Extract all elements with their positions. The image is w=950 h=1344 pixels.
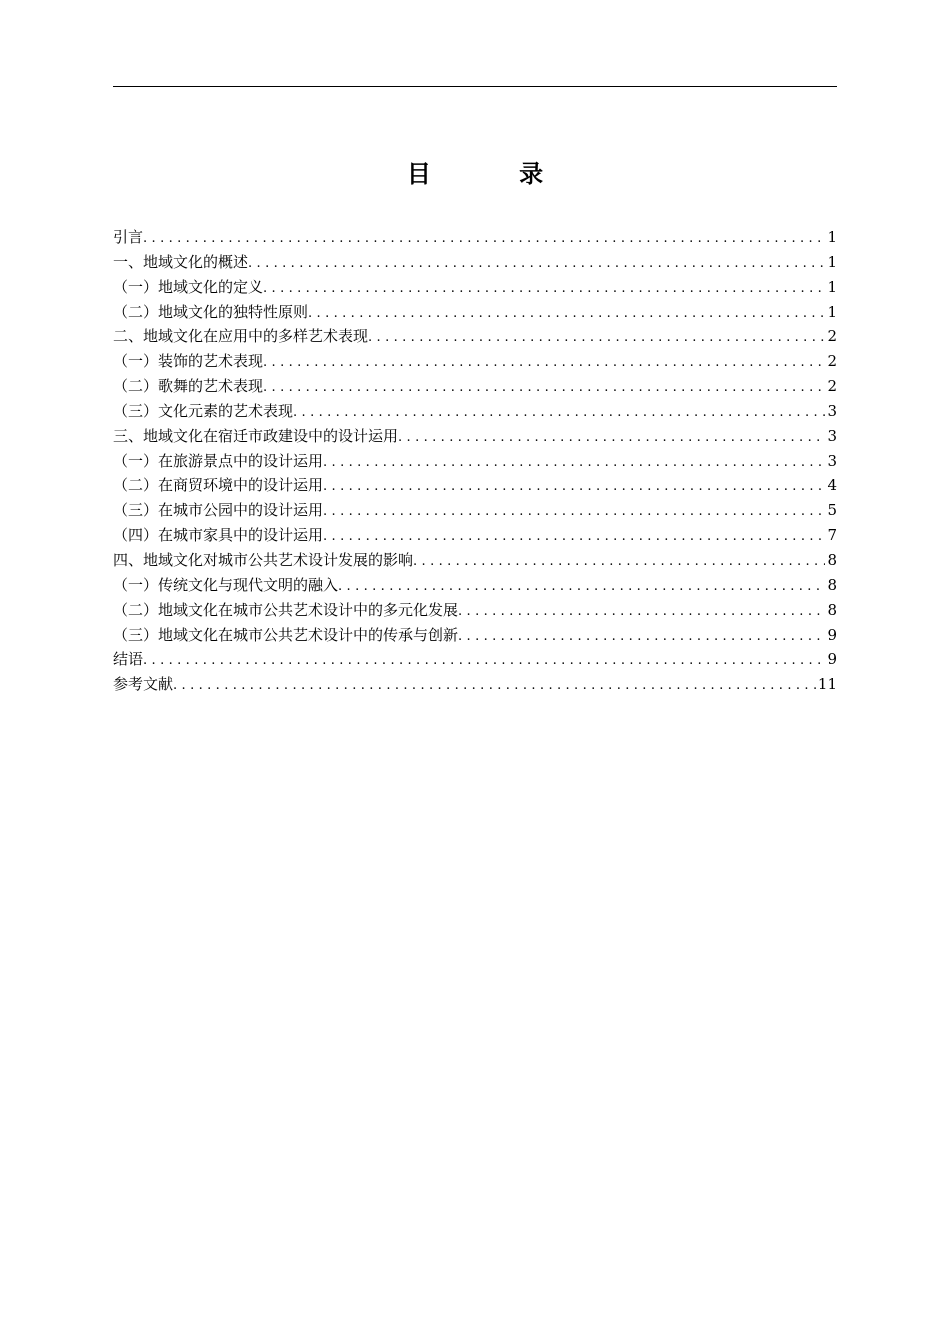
toc-leader	[323, 500, 825, 525]
toc-leader	[143, 227, 825, 252]
toc-entry-page: 9	[827, 650, 837, 669]
toc-entry-page: 7	[827, 526, 837, 545]
toc-entry[interactable]	[113, 250, 837, 275]
toc-entry-page: 11	[817, 675, 837, 694]
toc-leader	[173, 674, 816, 699]
toc-entry[interactable]	[113, 548, 837, 573]
toc-leader	[263, 376, 825, 401]
toc-entry-text: 引言	[113, 228, 144, 246]
toc-entry-text: （一）在旅游景点中的设计运用	[113, 451, 324, 470]
toc-leader	[323, 475, 825, 500]
toc-entry[interactable]	[113, 424, 837, 449]
toc-entry-text: 四、地域文化对城市公共艺术设计发展的影响	[113, 550, 414, 569]
toc-leader	[413, 550, 825, 575]
toc-entry[interactable]	[113, 324, 837, 349]
toc-entry[interactable]	[113, 349, 837, 374]
toc-leader	[338, 575, 825, 600]
toc-entry-page: 1	[827, 277, 837, 296]
toc-entry-page: 2	[827, 352, 837, 371]
toc-leader	[323, 451, 825, 476]
toc-entry-text: （一）地域文化的定义	[113, 277, 264, 296]
toc-entry-page: 3	[827, 401, 837, 420]
toc-entry-text: （四）在城市家具中的设计运用	[113, 526, 324, 545]
toc-leader	[368, 326, 825, 351]
toc-entry-page: 3	[827, 426, 837, 445]
table-of-contents	[113, 225, 837, 697]
toc-entry[interactable]	[113, 498, 837, 523]
toc-entry-text: （一）传统文化与现代文明的融入	[113, 575, 339, 594]
toc-entry-page: 8	[827, 550, 837, 569]
toc-entry-text: （三）文化元素的艺术表现	[113, 401, 294, 420]
toc-entry[interactable]	[113, 449, 837, 474]
toc-entry-text: 三、地域文化在宿迁市政建设中的设计运用	[113, 426, 399, 445]
toc-entry[interactable]	[113, 300, 837, 325]
toc-entry[interactable]	[113, 275, 837, 300]
toc-entry-page: 9	[827, 625, 837, 644]
toc-entry[interactable]	[113, 647, 837, 672]
toc-entry[interactable]	[113, 573, 837, 598]
toc-entry-page: 1	[827, 228, 837, 246]
toc-entry-text: 二、地域文化在应用中的多样艺术表现	[113, 327, 369, 346]
toc-entry-page: 8	[827, 600, 837, 619]
toc-leader	[323, 525, 825, 550]
toc-entry-text: 参考文献	[113, 675, 174, 694]
toc-entry-text: （二）地域文化在城市公共艺术设计中的多元化发展	[113, 600, 459, 619]
toc-entry-text: （二）在商贸环境中的设计运用	[113, 476, 324, 495]
toc-entry[interactable]	[113, 399, 837, 424]
toc-entry[interactable]	[113, 374, 837, 399]
toc-entry-page: 5	[827, 501, 837, 520]
header-rule	[113, 86, 837, 87]
toc-entry-text: 结语	[113, 650, 144, 669]
toc-entry-page: 3	[827, 451, 837, 470]
toc-entry-text: 一、地域文化的概述	[113, 252, 249, 271]
toc-leader	[293, 401, 825, 426]
toc-entry-page: 1	[827, 252, 837, 271]
toc-entry-page: 8	[827, 575, 837, 594]
toc-entry-page: 2	[827, 377, 837, 396]
toc-entry[interactable]	[113, 672, 837, 697]
toc-leader	[458, 625, 825, 650]
toc-leader	[398, 426, 825, 451]
toc-leader	[308, 302, 825, 327]
toc-entry-text: （一）装饰的艺术表现	[113, 352, 264, 371]
toc-entry[interactable]	[113, 523, 837, 548]
toc-entry-text: （三）地域文化在城市公共艺术设计中的传承与创新	[113, 625, 459, 644]
toc-leader	[248, 252, 825, 277]
toc-entry-page: 1	[827, 302, 837, 321]
toc-entry-page: 2	[827, 327, 837, 346]
toc-entry[interactable]	[113, 598, 837, 623]
toc-leader	[263, 277, 825, 302]
toc-entry[interactable]	[113, 473, 837, 498]
toc-leader	[143, 649, 825, 674]
toc-title: 目 录	[406, 160, 584, 188]
toc-entry-page: 4	[827, 476, 837, 495]
toc-entry-text: （三）在城市公园中的设计运用	[113, 501, 324, 520]
toc-leader	[263, 351, 825, 376]
toc-entry-text: （二）歌舞的艺术表现	[113, 377, 264, 396]
toc-entry[interactable]	[113, 623, 837, 648]
toc-leader	[458, 600, 825, 625]
toc-entry[interactable]	[113, 225, 837, 250]
toc-entry-text: （二）地域文化的独特性原则	[113, 302, 309, 321]
